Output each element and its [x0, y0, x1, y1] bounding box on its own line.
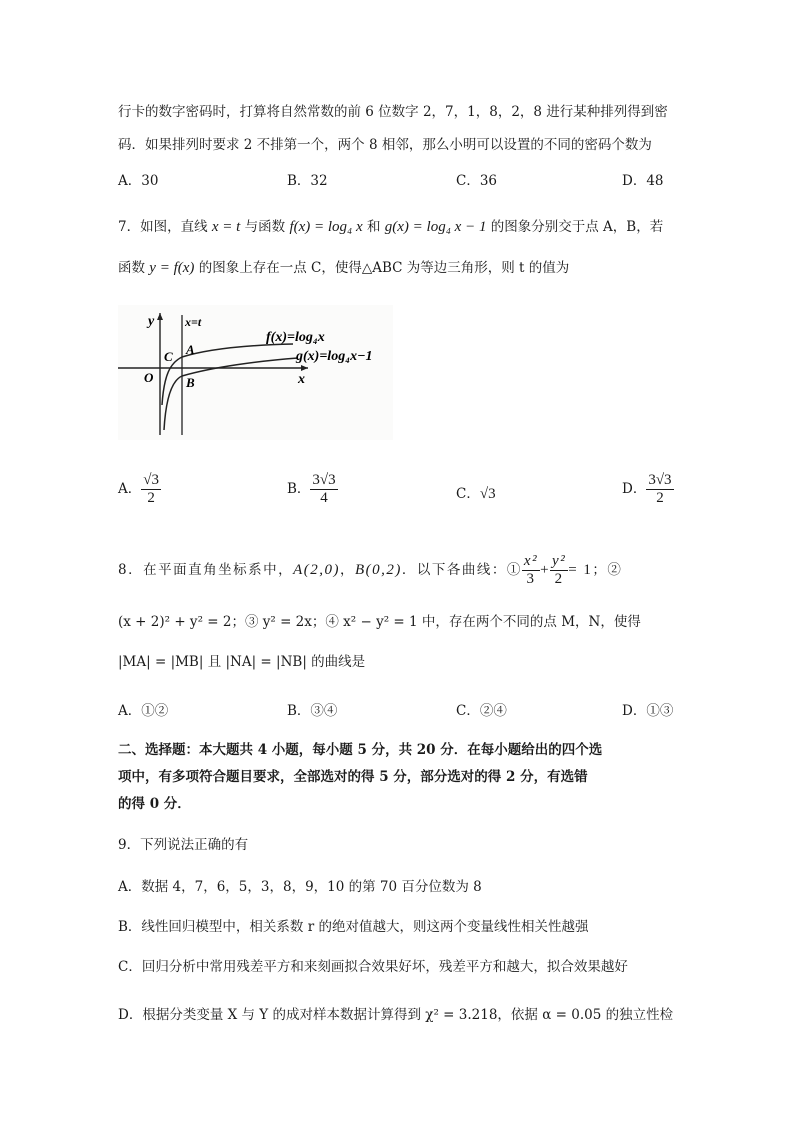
q7-graph-figure: [118, 305, 393, 440]
section2-line1: 二、选择题：本大题共 4 小题，每小题 5 分，共 20 分．在每小题给出的四个选: [118, 742, 603, 758]
fraction: [310, 472, 337, 507]
denominator: 2: [554, 571, 564, 587]
point-a-label: A: [186, 342, 195, 357]
section2-line3: 的得 0 分．: [118, 796, 191, 812]
ellipse-fraction-2: [550, 553, 568, 588]
q8-stem-line2: (x + 2)² + y² = 2；③ y² = 2x；④ x² − y² = 1 中，存在两个不同的点 M，N，使得: [118, 614, 641, 630]
q7-math-g: g(x) = log₄ x − 1: [384, 219, 487, 235]
q9-option-c[interactable]: C．回归分析中常用残差平方和来刻画拟合效果好坏，残差平方和越大，拟合效果越好: [118, 959, 628, 975]
option-letter: A．: [118, 481, 142, 497]
q7-text: 和: [362, 219, 385, 235]
q8-option-a[interactable]: A．①②: [118, 703, 169, 719]
f-label: f(x)=log₄x: [266, 330, 325, 345]
line-label: x=t: [185, 315, 202, 329]
point-c-label: C: [164, 349, 173, 364]
x-axis-label: x: [298, 372, 305, 387]
g-label: g(x)=log₄x−1: [296, 349, 373, 364]
q7-option-b[interactable]: [287, 472, 338, 507]
q7-math-y: y = f(x): [149, 260, 195, 276]
q7-text: 的图象上存在一点 C，使得△ABC 为等边三角形，则 t 的值为: [194, 260, 570, 276]
option-letter: D．: [622, 481, 647, 497]
denominator: 4: [320, 490, 328, 506]
q8-text: ，: [340, 562, 355, 578]
numerator: √3: [143, 472, 159, 488]
origin-label: O: [144, 370, 154, 385]
denominator: 3: [526, 571, 536, 587]
section2-line2: 项中，有多项符合题目要求，全部选对的得 5 分，部分选对的得 2 分，有选错: [118, 769, 588, 785]
option-letter: C．: [456, 486, 480, 502]
q8-text: ；②: [592, 562, 623, 578]
numerator: 3√3: [312, 472, 336, 488]
q7-option-d[interactable]: [622, 472, 674, 507]
q6-option-b[interactable]: B．32: [287, 173, 328, 189]
q8-option-c[interactable]: C．②④: [456, 703, 507, 719]
equals-one: = 1: [568, 562, 593, 578]
q8-text: 8．在平面直角坐标系中，: [118, 562, 294, 578]
figure-background: [118, 305, 393, 440]
q7-text: 的图象分别交于点 A，B，若: [486, 219, 664, 235]
q7-text: 与函数: [240, 219, 290, 235]
q6-option-d[interactable]: D．48: [622, 173, 664, 189]
numerator: x²: [523, 553, 539, 569]
q9-option-d[interactable]: D．根据分类变量 X 与 Y 的成对样本数据计算得到 χ² = 3.218，依据 α = 0.05 的独立性检: [118, 1007, 674, 1023]
q8-option-d[interactable]: D．①③: [622, 703, 674, 719]
q7-math-line: x = t: [211, 219, 241, 235]
q7-text: 函数: [118, 260, 150, 276]
q6-line2: 码．如果排列时要求 2 不排第一个，两个 8 相邻，那么小明可以设置的不同的密码个数为: [118, 137, 652, 153]
option-value: √3: [479, 486, 496, 502]
q7-option-a[interactable]: [118, 472, 161, 507]
q8-text: ．以下各曲线：①: [401, 562, 522, 578]
q8-option-b[interactable]: B．③④: [287, 703, 338, 719]
q9-option-b[interactable]: B．线性回归模型中，相关系数 r 的绝对值越大，则这两个变量线性相关性越强: [118, 919, 589, 935]
q8-point-a: A(2,0): [293, 562, 340, 578]
q6-option-a[interactable]: A．30: [118, 173, 159, 189]
numerator: 3√3: [648, 472, 672, 488]
q8-point-b: B(0,2): [355, 562, 402, 578]
q7-option-c[interactable]: [456, 482, 496, 503]
numerator: y²: [552, 553, 567, 569]
q6-option-c[interactable]: C．36: [456, 173, 498, 189]
denominator: 2: [656, 490, 664, 506]
q7-math-f: f(x) = log₄ x: [289, 219, 363, 235]
plus-sign: +: [540, 562, 551, 578]
fraction: [646, 472, 673, 507]
point-b-label: B: [186, 375, 195, 390]
y-axis-label: y: [148, 314, 155, 329]
q9-option-a[interactable]: A．数据 4，7，6，5，3，8，9，10 的第 70 百分位数为 8: [118, 879, 482, 895]
ellipse-fraction-1: [522, 553, 540, 588]
fraction: [141, 472, 161, 507]
q9-stem: 9．下列说法正确的有: [118, 837, 249, 853]
option-letter: B．: [287, 481, 311, 497]
q7-stem-line1: [118, 215, 663, 236]
q6-line1: 行卡的数字密码时，打算将自然常数的前 6 位数字 2，7，1，8，2，8 进行某种排列得到密: [118, 104, 668, 120]
q7-stem-line2: [118, 256, 569, 277]
q7-text: 7．如图，直线: [118, 219, 212, 235]
q8-stem-line1: [118, 553, 622, 588]
q8-stem-line3: |MA| = |MB| 且 |NA| = |NB| 的曲线是: [118, 654, 366, 670]
denominator: 2: [147, 490, 155, 506]
